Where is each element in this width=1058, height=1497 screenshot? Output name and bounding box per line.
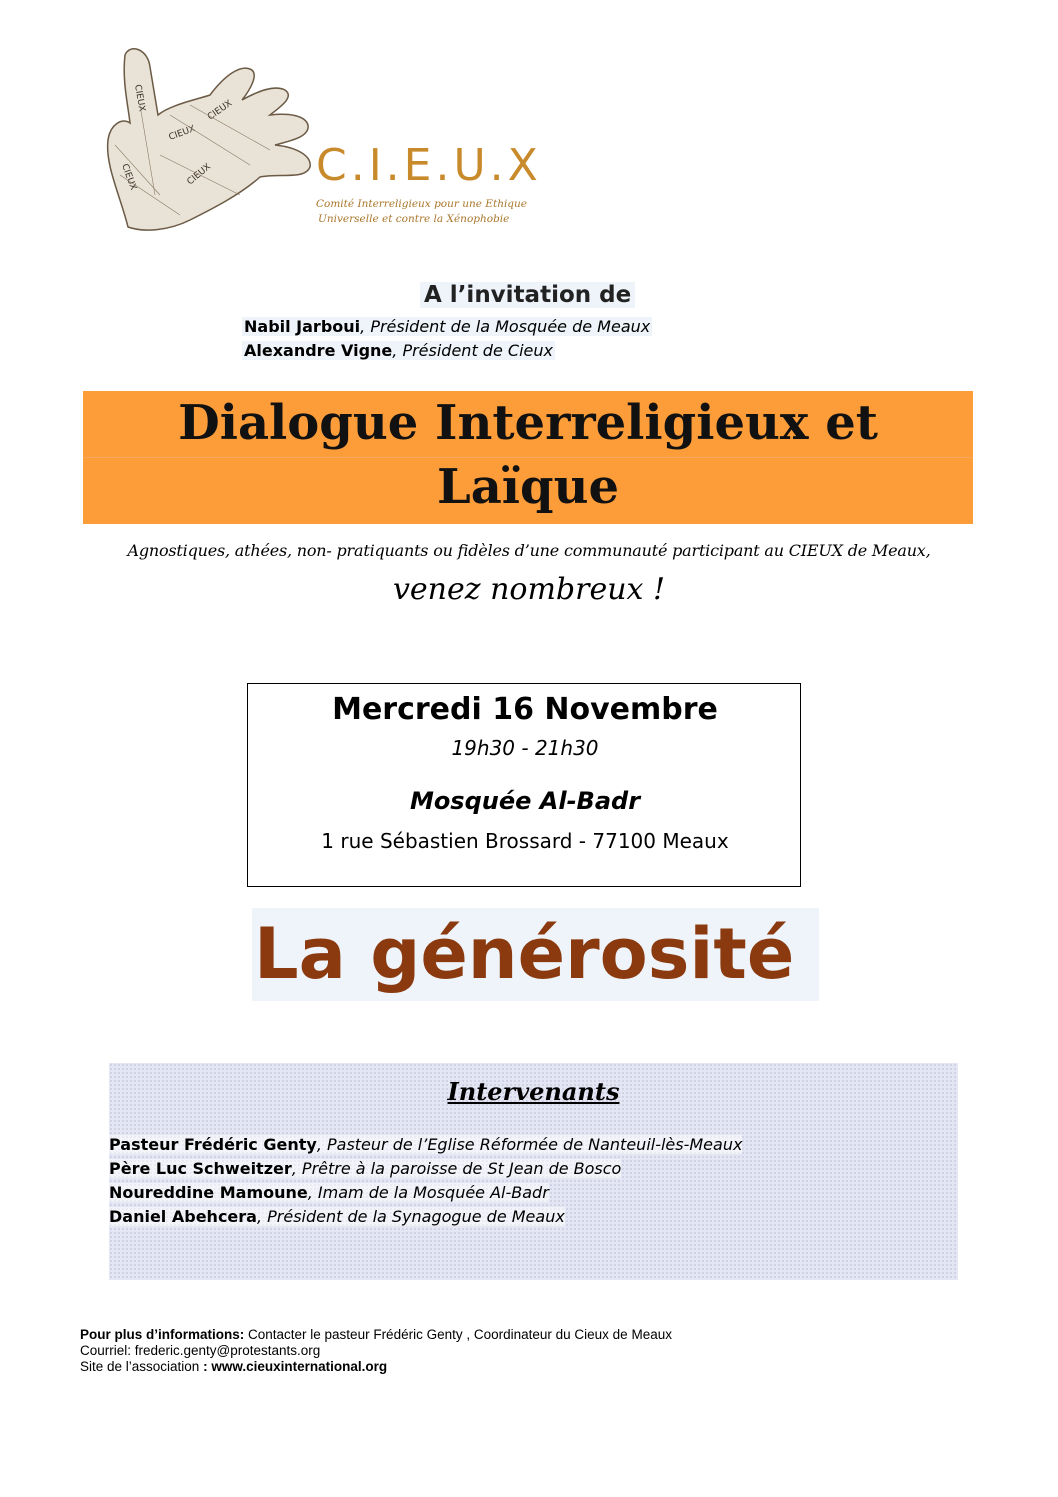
speaker-name: Père Luc Schweitzer bbox=[109, 1159, 292, 1178]
speaker-name: Pasteur Frédéric Genty bbox=[109, 1135, 317, 1154]
band-divider bbox=[83, 457, 973, 458]
host-name: Nabil Jarboui bbox=[244, 317, 361, 336]
speakers-heading: Intervenants bbox=[447, 1077, 620, 1106]
footer-site-link[interactable]: : www.cieuxinternational.org bbox=[203, 1359, 388, 1374]
host-name: Alexandre Vigne bbox=[244, 341, 393, 360]
footer-info-text: Contacter le pasteur Frédéric Genty , Coordinateur du Cieux de Meaux bbox=[244, 1327, 672, 1342]
host-line bbox=[242, 317, 652, 336]
speaker-role: , Pasteur de l’Eglise Réformée de Nanteuil-lès-Meaux bbox=[316, 1135, 743, 1154]
speaker-item bbox=[109, 1135, 742, 1154]
event-address: 1 rue Sébastien Brossard - 77100 Meaux bbox=[321, 829, 729, 853]
footer-site-label: Site de l’association bbox=[80, 1359, 204, 1374]
speaker-name: Noureddine Mamoune bbox=[109, 1183, 308, 1202]
host-role: , Président de la Mosquée de Meaux bbox=[360, 317, 651, 336]
event-date: Mercredi 16 Novembre bbox=[332, 692, 718, 727]
title-band bbox=[83, 391, 973, 524]
audience-text: Agnostiques, athées, non- pratiquants ou fidèles d’une communauté participant au CIEUX de Meaux, bbox=[127, 541, 931, 560]
topic-title: La générosité bbox=[254, 913, 795, 995]
host-line bbox=[242, 341, 555, 360]
speaker-role: , Prêtre à la paroisse de St Jean de Bosco bbox=[291, 1159, 622, 1178]
speaker-item bbox=[109, 1207, 565, 1226]
footer-email[interactable]: Courriel: frederic.genty@protestants.org bbox=[80, 1343, 321, 1358]
hand-word: CIEUX bbox=[132, 83, 147, 113]
event-details-box bbox=[247, 683, 801, 887]
title-line-1: Dialogue Interreligieux et bbox=[178, 395, 878, 451]
logo-subtitle-line1: Comité Interreligieux pour une Ethique bbox=[316, 198, 528, 210]
footer-site bbox=[80, 1359, 387, 1374]
speakers-panel bbox=[109, 1063, 958, 1280]
speaker-role: , Président de la Synagogue de Meaux bbox=[256, 1207, 565, 1226]
speaker-role: , Imam de la Mosquée Al-Badr bbox=[307, 1183, 549, 1202]
event-place: Mosquée Al-Badr bbox=[409, 787, 641, 815]
host-role: , Président de Cieux bbox=[392, 341, 553, 360]
hand-word: CIEUX bbox=[205, 98, 235, 123]
speaker-item bbox=[109, 1159, 621, 1178]
title-line-2: Laïque bbox=[436, 459, 620, 515]
footer-info bbox=[80, 1327, 672, 1342]
footer-info-label: Pour plus d’informations: bbox=[80, 1327, 245, 1342]
call-to-action: venez nombreux ! bbox=[392, 572, 666, 607]
speaker-name: Daniel Abehcera bbox=[109, 1207, 257, 1226]
speaker-item bbox=[109, 1183, 549, 1202]
hand-word: CIEUX bbox=[167, 124, 197, 143]
cieux-hand-logo bbox=[100, 45, 330, 235]
cieux-logo-title: C.I.E.U.X bbox=[316, 140, 542, 191]
hand-word: CIEUX bbox=[119, 162, 138, 192]
logo-subtitle-line2: Universelle et contre la Xénophobie bbox=[318, 213, 510, 225]
invitation-heading: A l’invitation de bbox=[420, 282, 635, 308]
event-time: 19h30 - 21h30 bbox=[451, 736, 599, 760]
hand-word: CIEUX bbox=[185, 162, 213, 188]
